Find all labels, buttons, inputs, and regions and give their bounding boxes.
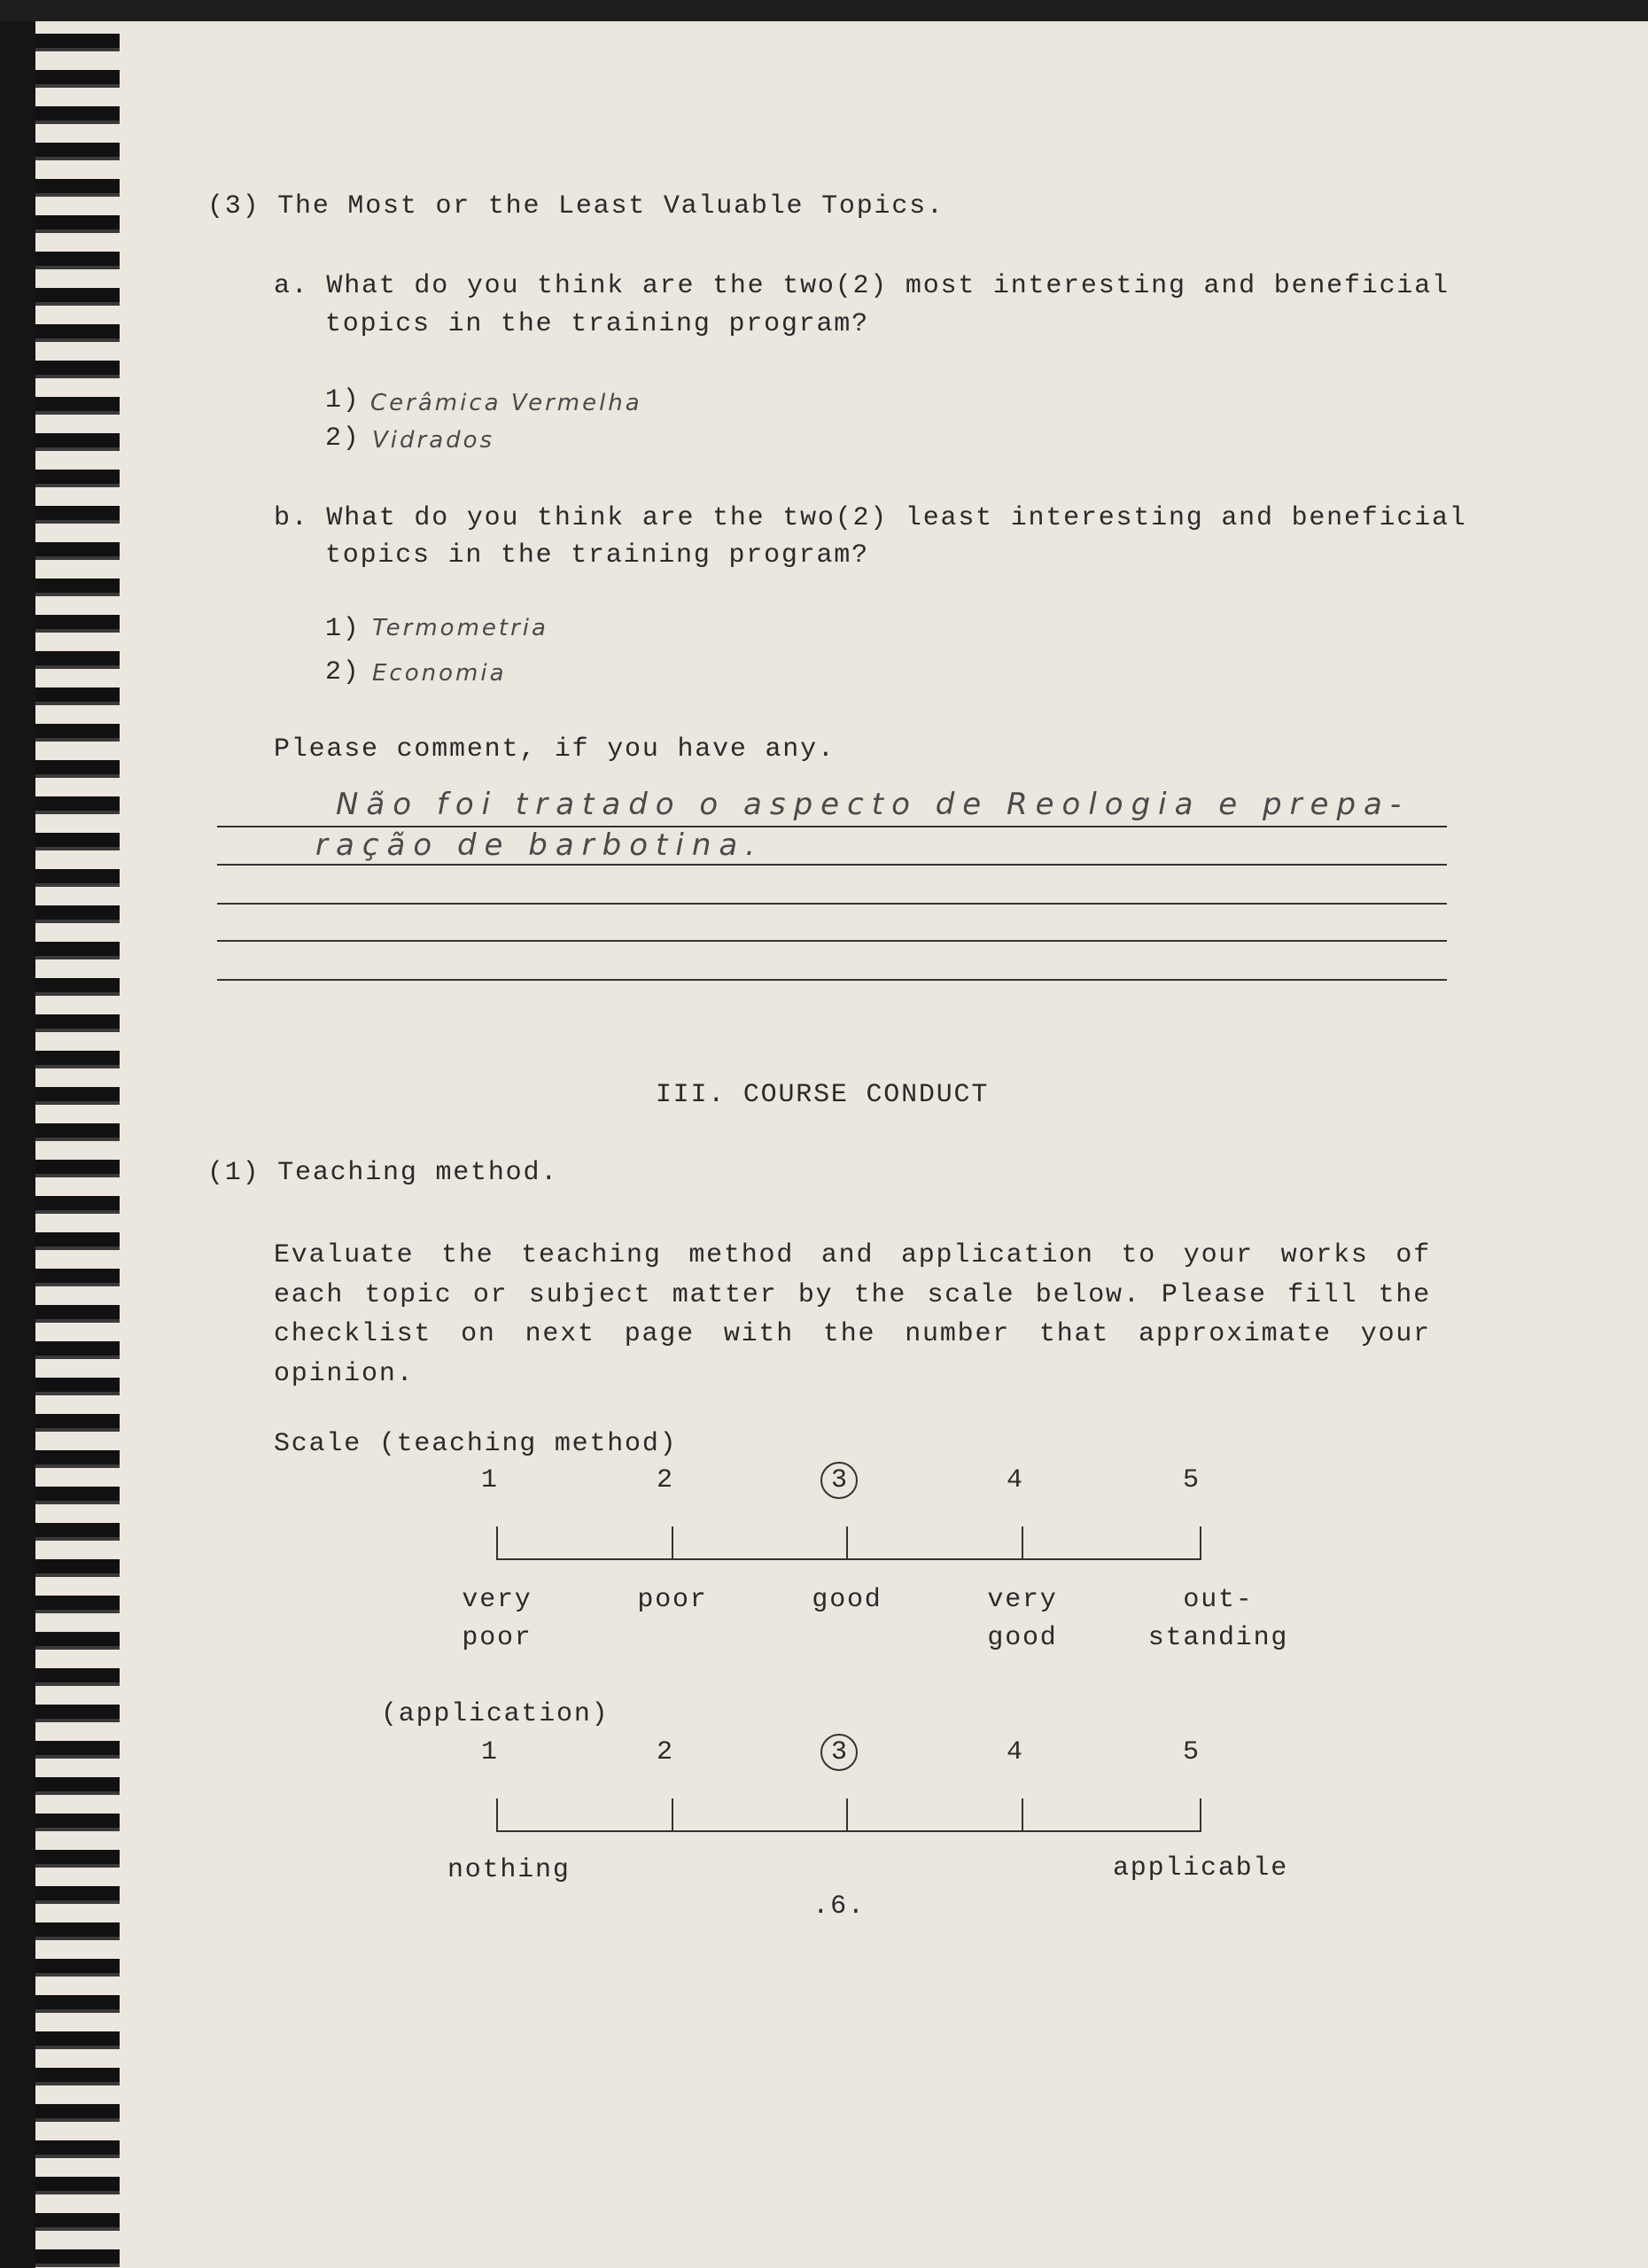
comment-line: [217, 979, 1447, 981]
answer-b2-handwritten: Economia: [372, 660, 507, 687]
answer-a2-number: 2): [325, 423, 361, 454]
label-line: very: [462, 1585, 532, 1615]
question-a-line1: a. What do you think are the two(2) most interesting and beneficial: [274, 271, 1450, 301]
comment-prompt: Please comment, if you have any.: [274, 734, 836, 765]
scale-label-poor: poor: [637, 1585, 708, 1615]
comment-line: [217, 940, 1447, 942]
label-line: out-: [1183, 1585, 1254, 1615]
application-label: (application): [381, 1699, 610, 1729]
answer-a1-number: 1): [325, 385, 361, 416]
scale-tick: [846, 1798, 848, 1830]
scale-number: 1: [480, 1465, 498, 1495]
spiral-binding: [0, 21, 120, 2268]
label-line: good: [987, 1623, 1058, 1653]
question-b-line2: topics in the training program?: [325, 540, 869, 571]
scale-label: Scale (teaching method): [274, 1429, 678, 1459]
answer-b2-number: 2): [325, 657, 361, 687]
scale-number: 5: [1182, 1465, 1200, 1495]
scale-tick: [672, 1526, 673, 1558]
comment-line: [217, 903, 1447, 905]
question-b-line1: b. What do you think are the two(2) least interesting and beneficial: [274, 503, 1467, 533]
scan-top-edge: [0, 0, 1648, 21]
teaching-method-heading: (1) Teaching method.: [207, 1158, 559, 1188]
comment-line: [217, 864, 1447, 866]
answer-b1-number: 1): [325, 614, 361, 644]
teaching-instructions: Evaluate the teaching method and application to your works of each topic or subject matter by the scale below. Please fill the checklist on next page with the number that approximate your opinion.: [274, 1240, 1431, 1389]
scale-number: 4: [1006, 1737, 1023, 1767]
label-line: standing: [1147, 1623, 1289, 1653]
scale-number: 2: [656, 1465, 673, 1495]
scale-high-label: applicable: [1113, 1853, 1289, 1884]
scale-tick: [846, 1526, 848, 1558]
scale-bracket: [496, 1798, 1201, 1832]
scale-number: 1: [480, 1737, 498, 1767]
scale-label-very-poor: [462, 1581, 532, 1658]
label-line: very: [987, 1585, 1058, 1615]
scale-number: 4: [1006, 1465, 1023, 1495]
scale-number: 5: [1182, 1737, 1200, 1767]
comment-handwritten-line2: ração de barbotina.: [315, 827, 764, 863]
scale-low-label: nothing: [447, 1855, 571, 1885]
answer-a1-handwritten: Cerâmica Vermelha: [370, 390, 642, 416]
page-number: .6.: [812, 1891, 866, 1922]
scale-tick: [1022, 1526, 1023, 1558]
label-line: poor: [462, 1623, 532, 1653]
comment-line: [217, 826, 1447, 827]
question-a-line2: topics in the training program?: [325, 309, 869, 339]
scale-bracket: [496, 1526, 1201, 1560]
section-title: III. COURSE CONDUCT: [655, 1080, 990, 1110]
scale-label-very-good: [987, 1581, 1057, 1658]
answer-b1-handwritten: Termometria: [372, 615, 548, 641]
answer-a2-handwritten: Vidrados: [372, 427, 495, 454]
scale-tick: [672, 1798, 673, 1830]
scale-number-selected: 3: [820, 1462, 858, 1499]
comment-handwritten-line1: Não foi tratado o aspecto de Reologia e prepa-: [336, 787, 1410, 822]
scale-label-good: good: [812, 1585, 882, 1615]
section-heading: (3) The Most or the Least Valuable Topics.: [207, 191, 944, 221]
scale-label-outstanding: [1148, 1581, 1288, 1658]
scale-tick: [1022, 1798, 1023, 1830]
scale-number: 2: [656, 1737, 673, 1767]
scale-number-selected: 3: [820, 1734, 858, 1771]
